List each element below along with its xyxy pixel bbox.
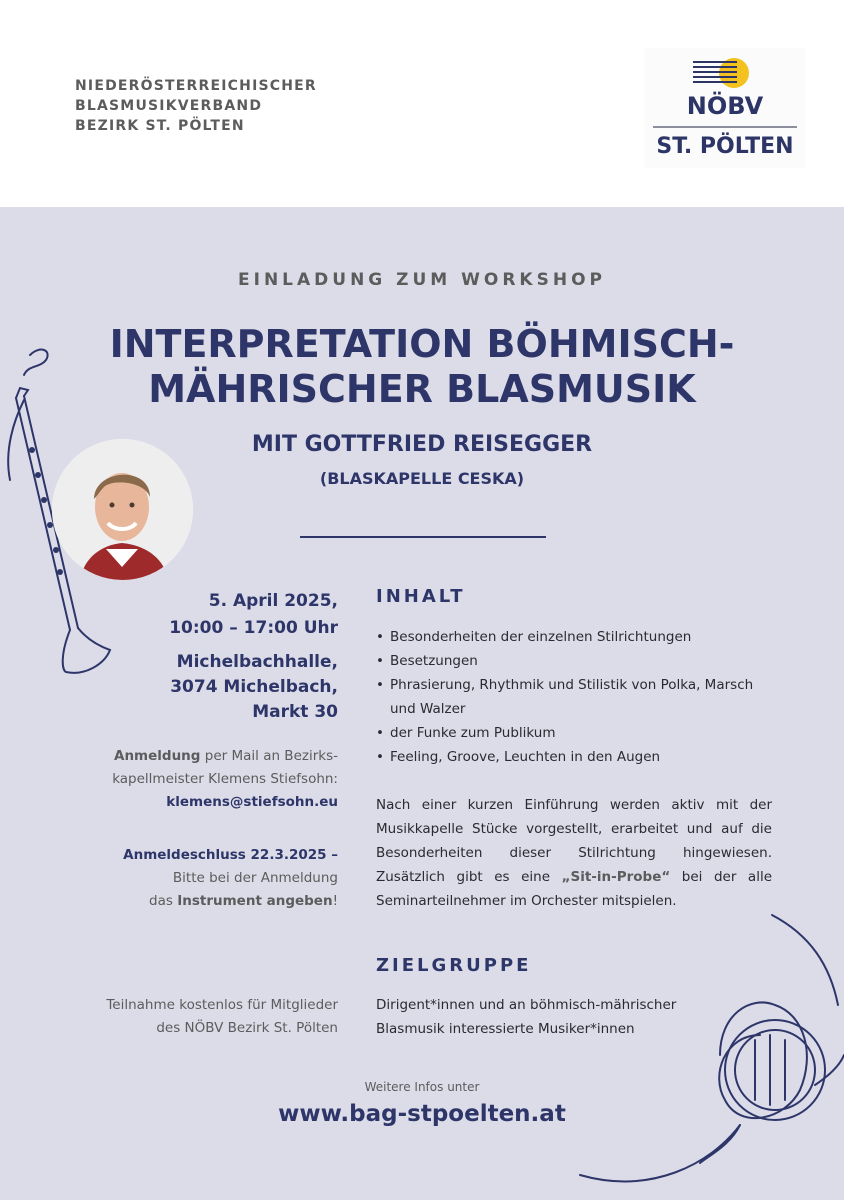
deadline-dash: – [326, 847, 338, 863]
venue-line: Markt 30 [252, 702, 338, 722]
event-date [169, 588, 338, 642]
org-line: BEZIRK ST. PÖLTEN [75, 118, 245, 134]
fee-text: des NÖBV Bezirk St. Pölten [156, 1020, 338, 1036]
list-item: • Besonderheiten der einzelnen Stilrichtungen [376, 625, 756, 649]
sit-in-probe-highlight: „Sit-in-Probe“ [561, 869, 671, 885]
registration-info [112, 745, 338, 814]
zielgruppe-heading: ZIELGRUPPE [376, 955, 532, 976]
logo-text-st-poelten: ST. PÖLTEN [656, 134, 794, 159]
inhalt-heading: INHALT [376, 586, 466, 607]
header [0, 0, 844, 207]
deadline-label: Anmeldeschluss 22.3.2025 [123, 847, 327, 863]
title-line: INTERPRETATION BÖHMISCH- [109, 322, 735, 366]
registration-text: kapellmeister Klemens Stiefsohn: [112, 771, 338, 787]
website-link[interactable]: www.bag-stpoelten.at [278, 1101, 566, 1127]
zielgruppe-text: Dirigent*innen und an böhmisch-mährischer Blasmusik interessierte Musiker*innen [376, 997, 677, 1037]
deadline-text: das [149, 893, 178, 909]
title-divider [300, 536, 546, 538]
venue-line: 3074 Michelbach, [170, 677, 338, 697]
workshop-title [40, 322, 804, 412]
list-item: • Besetzungen [376, 649, 756, 673]
french-horn-icon [560, 905, 844, 1200]
list-item: • der Funke zum Publikum [376, 721, 756, 745]
logo-text-noebv: NÖBV [686, 92, 764, 120]
fee-text: Teilnahme kostenlos für Mitglieder [106, 997, 338, 1013]
logo-rule [653, 126, 797, 128]
logo-sun-icon [693, 58, 753, 88]
time-text: 10:00 – 17:00 Uhr [169, 618, 338, 638]
description-paragraph [376, 793, 772, 913]
venue-line: Michelbachhalle, [176, 652, 338, 672]
date-text: 5. April 2025, [208, 591, 338, 611]
list-item: • Feeling, Groove, Leuchten in den Augen [376, 745, 756, 769]
registration-label: Anmeldung [114, 748, 201, 764]
paragraph-text: Nach einer kurzen Einführung werden aktiv mit der Musikkapelle Stücke vorgestellt, erarbeitet und auf die Besonderheiten dieser Stilrichtung hingewiesen. Zusätzlich gibt es eine [376, 797, 772, 885]
deadline-info [123, 844, 338, 913]
org-line: BLASMUSIKVERBAND [75, 98, 263, 114]
noebv-logo [645, 48, 805, 168]
deadline-instrument: Instrument angeben [177, 893, 333, 909]
deadline-text: Bitte bei der Anmeldung [172, 870, 338, 886]
eyebrow: EINLADUNG ZUM WORKSHOP [238, 270, 606, 290]
more-info-label: Weitere Infos unter [364, 1080, 480, 1094]
speaker-name: MIT GOTTFRIED REISEGGER [251, 432, 593, 457]
deadline-text: ! [332, 893, 338, 909]
speaker-band: (BLASKAPELLE CESKA) [319, 469, 525, 488]
registration-text: per Mail an Bezirks- [200, 748, 338, 764]
event-venue [170, 650, 338, 725]
fee-info [106, 994, 338, 1040]
paragraph-text: bei der alle Seminarteilnehmer im Orchester mitspielen. [376, 869, 772, 909]
title-line: MÄHRISCHER BLASMUSIK [148, 367, 696, 411]
list-item: • Phrasierung, Rhythmik und Stilistik von Polka, Marsch und Walzer [376, 673, 756, 721]
organization-name [75, 76, 317, 136]
registration-email-link[interactable]: klemens@stiefsohn.eu [166, 794, 338, 810]
speaker-photo [52, 439, 193, 580]
org-line: NIEDERÖSTERREICHISCHER [75, 78, 317, 94]
inhalt-list [376, 625, 756, 769]
